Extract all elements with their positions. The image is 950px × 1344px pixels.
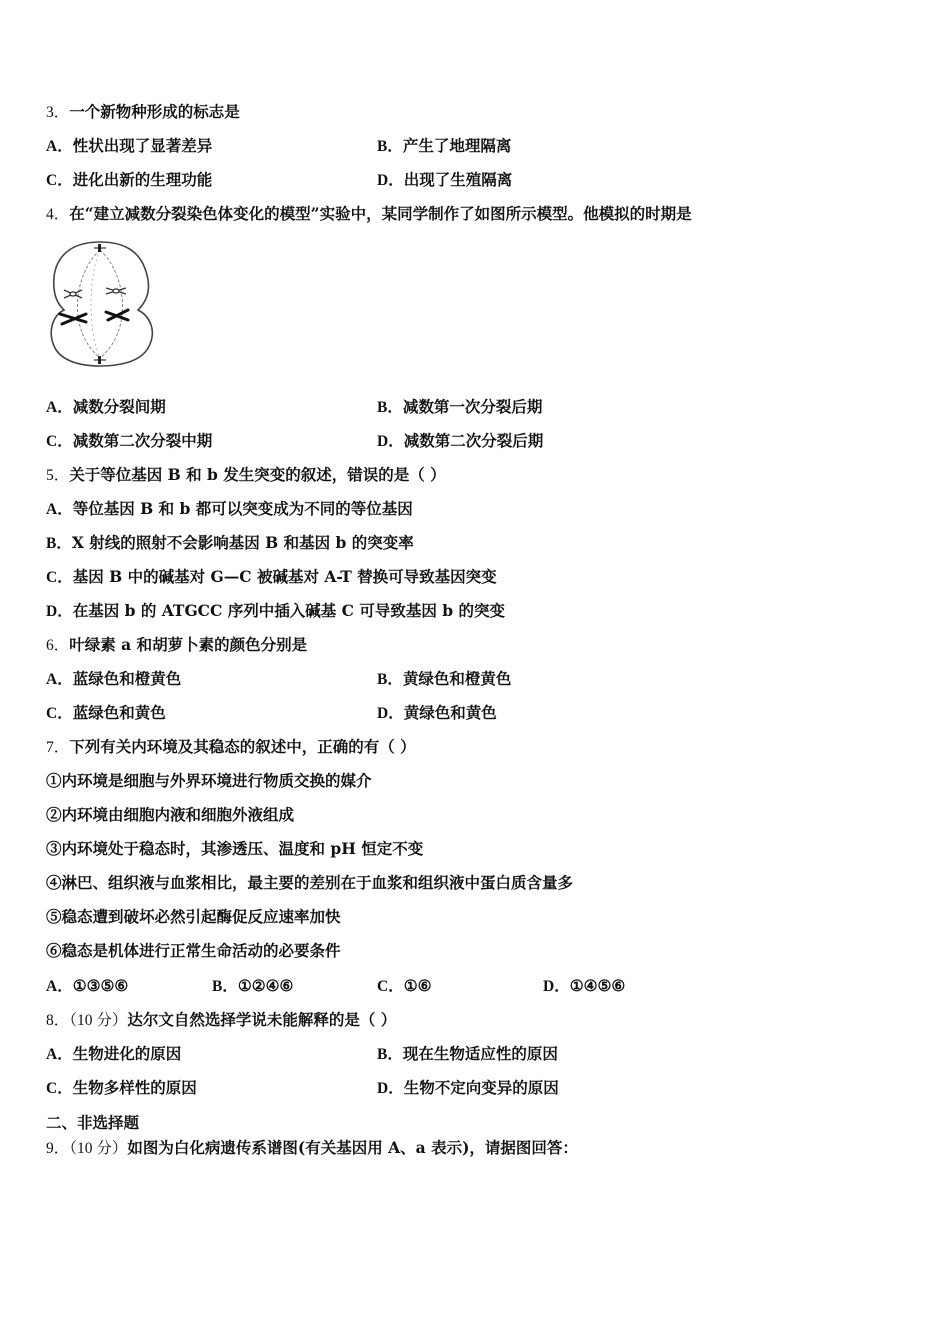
q3-number: 3．	[46, 104, 70, 121]
q5-stem	[46, 465, 446, 486]
option-text: 在基因 b 的 ATGCC 序列中插入碱基 C 可导致基因 b 的突变	[72, 601, 506, 620]
q5-option-c[interactable]	[46, 567, 497, 588]
option-text: 减数分裂间期	[72, 397, 166, 416]
option-letter: C．	[377, 978, 404, 995]
q6-option-a[interactable]	[46, 669, 181, 690]
option-text: X 射线的照射不会影响基因 B 和基因 b 的突变率	[71, 533, 414, 552]
option-text: 出现了生殖隔离	[403, 170, 513, 189]
option-letter: D．	[377, 172, 404, 189]
option-letter: C．	[46, 433, 73, 450]
option-text: 减数第二次分裂后期	[403, 431, 544, 450]
q7-statement-5: ⑤稳态遭到破坏必然引起酶促反应速率加快	[46, 907, 341, 926]
q6-stem	[46, 635, 307, 656]
q6-number: 6．	[46, 637, 70, 654]
q6-option-c[interactable]	[46, 703, 166, 724]
q4-stem	[46, 204, 692, 225]
q6-option-d[interactable]	[377, 703, 497, 724]
q3-option-b[interactable]	[377, 136, 511, 157]
q3-option-a[interactable]	[46, 136, 212, 157]
q7-option-d[interactable]	[543, 976, 625, 997]
option-text: 减数第二次分裂中期	[72, 431, 213, 450]
option-letter: B．	[377, 399, 403, 416]
option-letter: B．	[212, 978, 238, 995]
option-letter: C．	[46, 1080, 73, 1097]
option-text: 进化出新的生理功能	[72, 170, 213, 189]
cell-division-model-figure	[44, 236, 156, 372]
q8-stem-text: 达尔文自然选择学说未能解释的是（ ）	[127, 1010, 397, 1029]
q6-option-b[interactable]	[377, 669, 511, 690]
q4-stem-text: 在“建立减数分裂染色体变化的模型”实验中，某同学制作了如图所示模型。他模拟的时期是	[69, 204, 692, 223]
q9-stem-text: 如图为白化病遗传系谱图(有关基因用 A、a 表示)，请据图回答：	[127, 1138, 578, 1157]
q7-stem	[46, 737, 416, 758]
option-text: 等位基因 B 和 b 都可以突变成为不同的等位基因	[72, 499, 413, 518]
option-text: 基因 B 中的碱基对 G—C 被碱基对 A-T 替换可导致基因突变	[72, 567, 497, 586]
section-title-non-choice: 二、非选择题	[46, 1113, 140, 1132]
q4-number: 4．	[46, 206, 70, 223]
option-letter: A．	[46, 138, 73, 155]
option-text: 生物不定向变异的原因	[403, 1078, 559, 1097]
q8-number: 8．	[46, 1012, 70, 1029]
q8-option-a[interactable]	[46, 1044, 181, 1065]
q4-option-d[interactable]	[377, 431, 543, 452]
q5-option-a[interactable]	[46, 499, 413, 520]
q4-option-c[interactable]	[46, 431, 212, 452]
q5-number: 5．	[46, 467, 70, 484]
q3-stem-text: 一个新物种形成的标志是	[69, 102, 240, 121]
q7-option-a[interactable]	[46, 976, 128, 997]
option-text: 现在生物适应性的原因	[402, 1044, 558, 1063]
option-text: ①③⑤⑥	[72, 976, 129, 995]
option-text: ①④⑤⑥	[569, 976, 626, 995]
option-letter: D．	[46, 603, 73, 620]
q7-statement-3: ③内环境处于稳态时，其渗透压、温度和 pH 恒定不变	[46, 839, 424, 858]
option-letter: C．	[46, 569, 73, 586]
q4-option-a[interactable]	[46, 397, 166, 418]
option-letter: B．	[377, 1046, 403, 1063]
q7-option-c[interactable]	[377, 976, 432, 997]
option-text: 产生了地理隔离	[402, 136, 512, 155]
q8-stem	[46, 1010, 396, 1031]
q9-stem	[46, 1138, 578, 1159]
q8-score: （10 分）	[69, 1012, 128, 1029]
option-letter: D．	[543, 978, 570, 995]
option-letter: D．	[377, 433, 404, 450]
q7-statement-1: ①内环境是细胞与外界环境进行物质交换的媒介	[46, 771, 372, 790]
q7-option-b[interactable]	[212, 976, 293, 997]
q7-number: 7．	[46, 739, 70, 756]
q7-stem-text: 下列有关内环境及其稳态的叙述中，正确的有（ ）	[69, 737, 416, 756]
q6-stem-text: 叶绿素 a 和胡萝卜素的颜色分别是	[69, 635, 308, 654]
option-text: 黄绿色和黄色	[403, 703, 497, 722]
option-text: ①②④⑥	[237, 976, 294, 995]
q3-option-d[interactable]	[377, 170, 512, 191]
q5-stem-text: 关于等位基因 B 和 b 发生突变的叙述，错误的是（ ）	[69, 465, 446, 484]
option-letter: A．	[46, 671, 73, 688]
option-text: 性状出现了显著差异	[72, 136, 213, 155]
option-text: ①⑥	[403, 976, 432, 995]
option-text: 减数第一次分裂后期	[402, 397, 543, 416]
option-letter: A．	[46, 1046, 73, 1063]
q5-option-b[interactable]	[46, 533, 414, 554]
q7-statement-6: ⑥稳态是机体进行正常生命活动的必要条件	[46, 941, 341, 960]
option-letter: C．	[46, 705, 73, 722]
option-letter: B．	[377, 138, 403, 155]
q8-option-d[interactable]	[377, 1078, 559, 1099]
option-text: 生物多样性的原因	[72, 1078, 197, 1097]
q5-option-d[interactable]	[46, 601, 505, 622]
option-letter: A．	[46, 978, 73, 995]
q7-statement-2: ②内环境由细胞内液和细胞外液组成	[46, 805, 295, 824]
option-text: 蓝绿色和黄色	[72, 703, 166, 722]
option-letter: B．	[46, 535, 72, 552]
q8-option-c[interactable]	[46, 1078, 197, 1099]
option-letter: C．	[46, 172, 73, 189]
q3-option-c[interactable]	[46, 170, 212, 191]
option-letter: D．	[377, 1080, 404, 1097]
option-letter: D．	[377, 705, 404, 722]
q9-number: 9．	[46, 1140, 70, 1157]
option-letter: A．	[46, 501, 73, 518]
option-text: 黄绿色和橙黄色	[402, 669, 512, 688]
option-letter: A．	[46, 399, 73, 416]
option-text: 生物进化的原因	[72, 1044, 182, 1063]
option-text: 蓝绿色和橙黄色	[72, 669, 182, 688]
q3-stem	[46, 102, 240, 123]
q8-option-b[interactable]	[377, 1044, 558, 1065]
option-letter: B．	[377, 671, 403, 688]
q4-option-b[interactable]	[377, 397, 542, 418]
q7-statement-4: ④淋巴、组织液与血浆相比，最主要的差别在于血浆和组织液中蛋白质含量多	[46, 873, 574, 892]
q9-score: （10 分）	[69, 1140, 128, 1157]
